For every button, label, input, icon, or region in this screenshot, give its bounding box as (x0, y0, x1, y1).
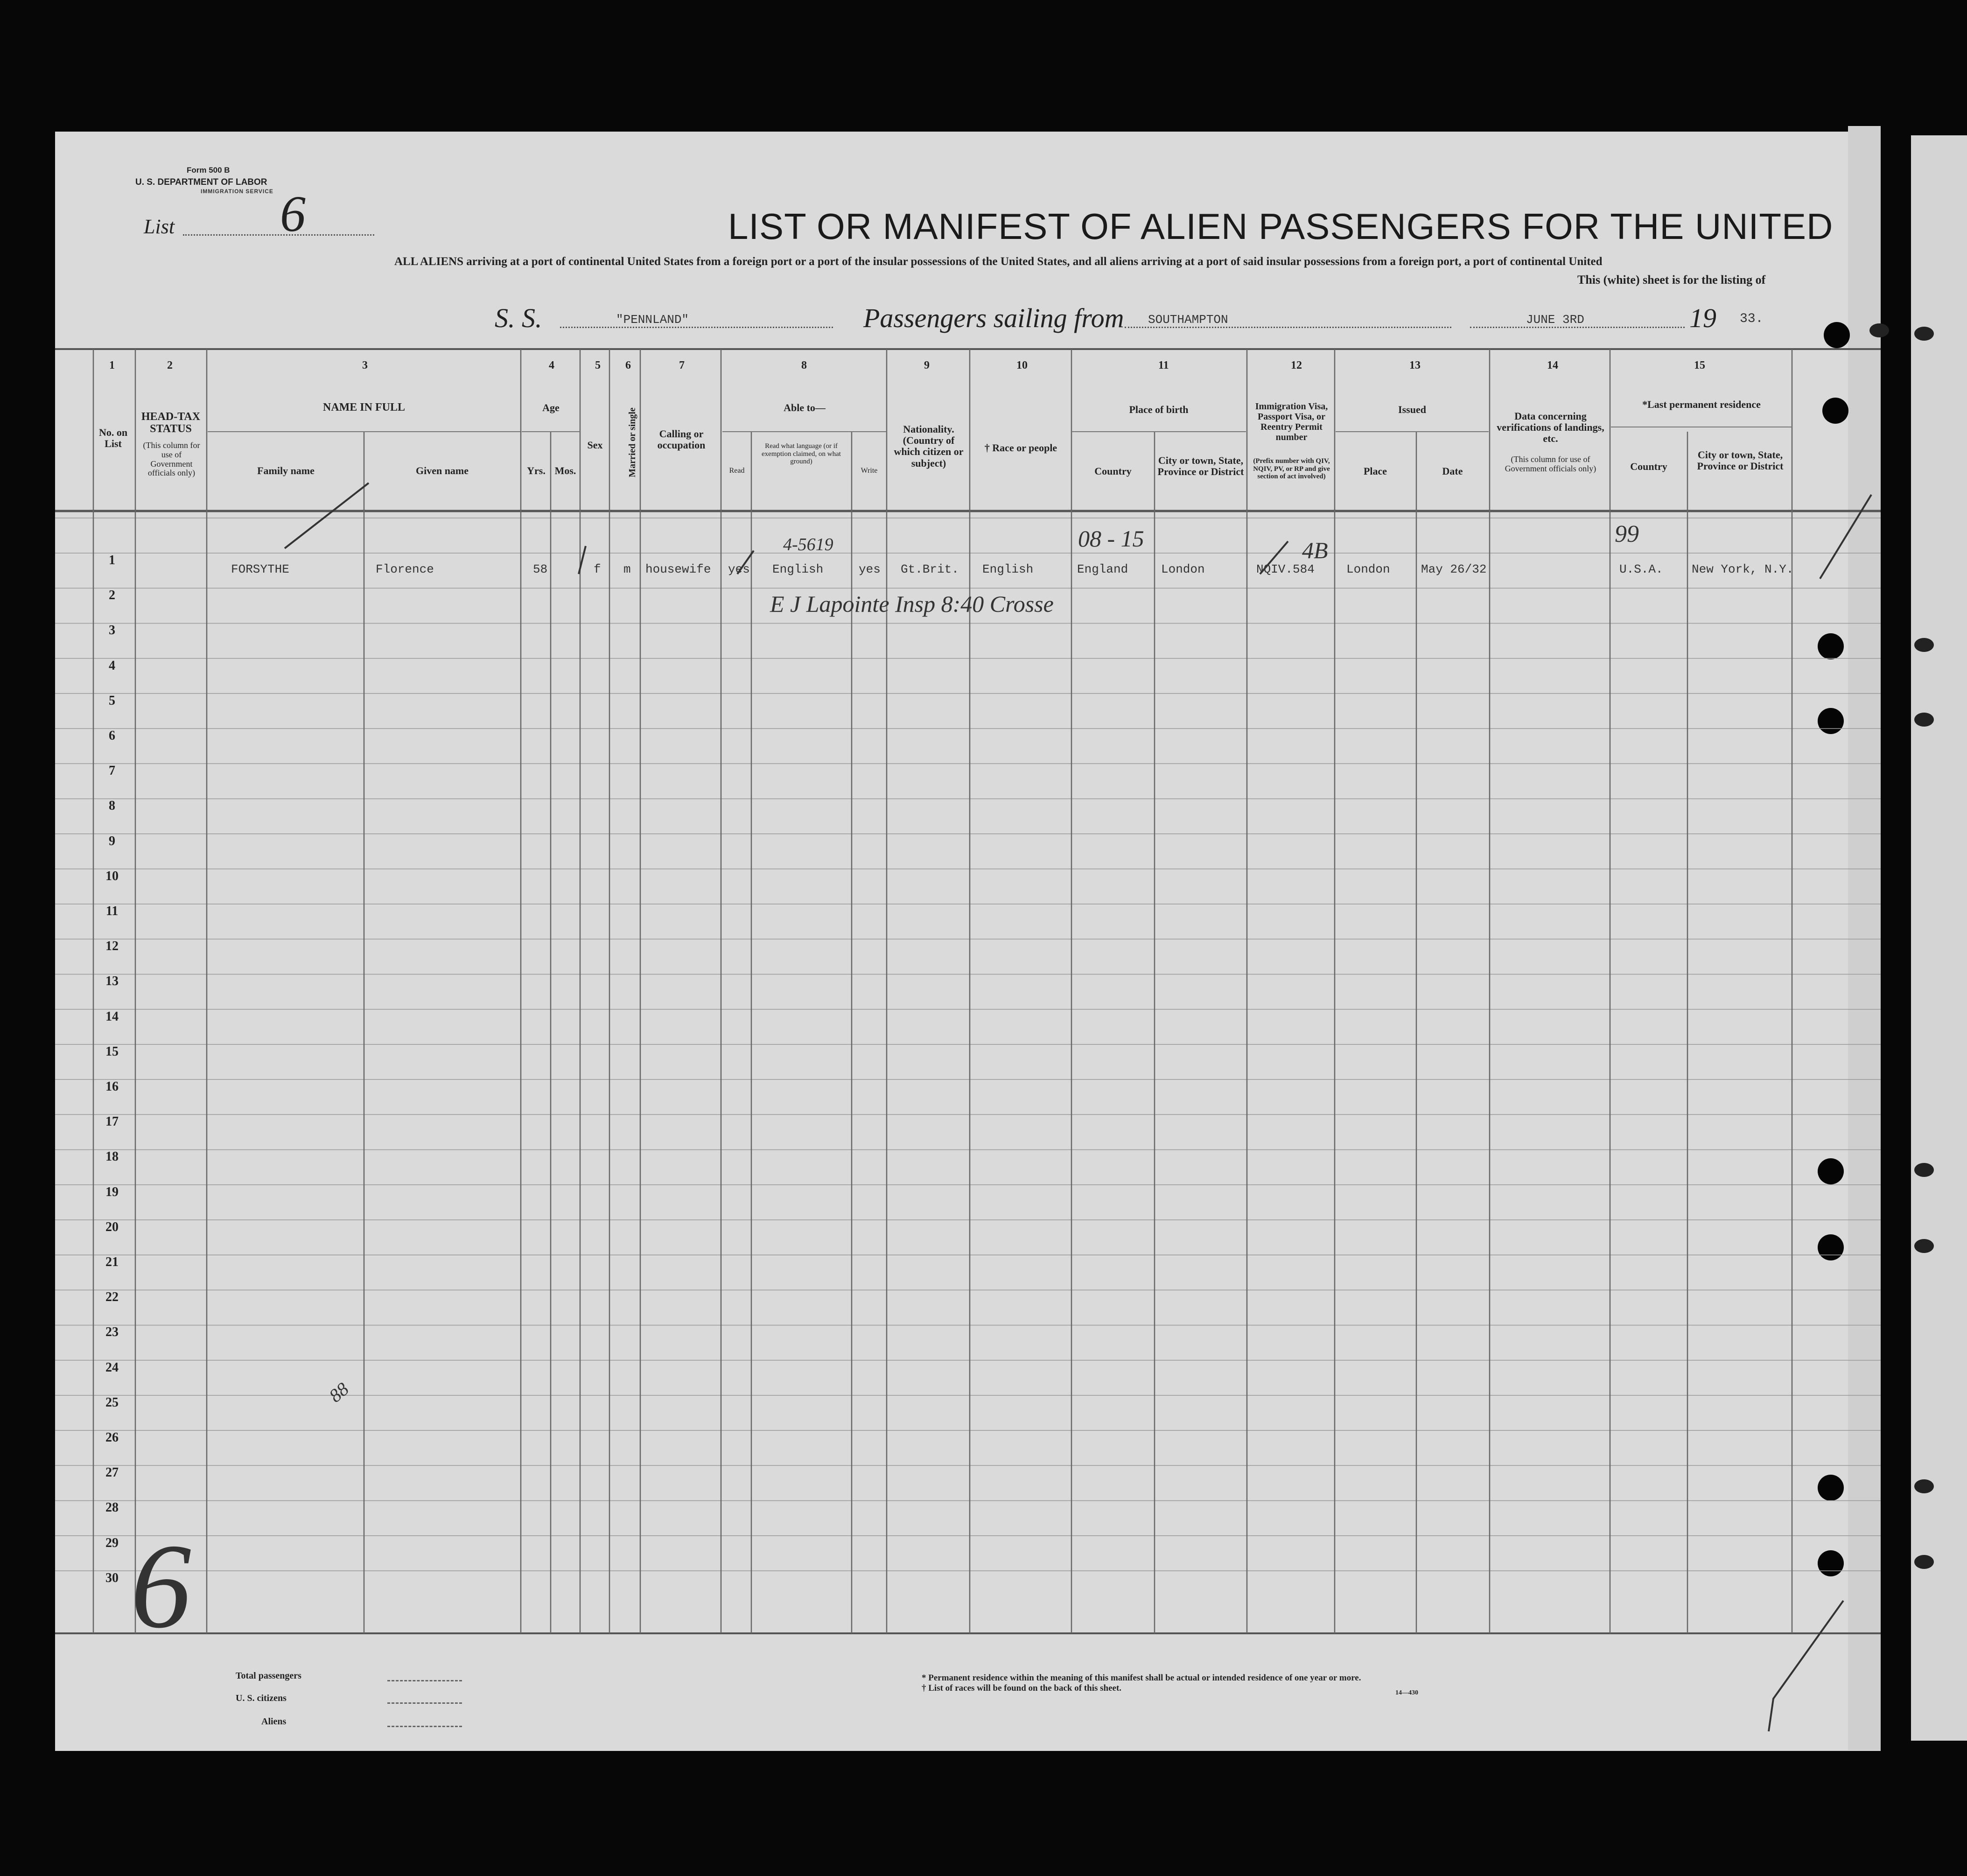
issued-place: London (1346, 562, 1390, 576)
row-number: 28 (105, 1500, 119, 1515)
sex: f (594, 562, 601, 576)
footnote-races: † List of races will be found on the back of this sheet. (922, 1683, 1122, 1693)
header-visa: Immigration Visa, Passport Visa, or Reentry Permit number (1255, 401, 1328, 442)
row-number: 12 (105, 939, 119, 954)
header-issued-place: Place (1363, 465, 1387, 477)
header-issued-date: Date (1442, 465, 1463, 477)
column-number: 6 (625, 359, 631, 371)
given-name: Florence (376, 562, 434, 576)
row-number: 18 (105, 1149, 119, 1164)
header-head-tax-note: (This column for use of Government officials only) (143, 441, 200, 478)
row-number: 10 (105, 868, 119, 883)
bottom-mark: 6 (131, 1519, 191, 1653)
row-number: 30 (105, 1570, 119, 1585)
header-nationality: Nationality. (Country of which citizen or subject) (894, 423, 964, 469)
married-status: m (623, 562, 631, 576)
language-code: 4-5619 (783, 535, 833, 554)
column-number: 14 (1547, 359, 1558, 371)
residence-country: U.S.A. (1619, 562, 1663, 576)
header-read: Read (729, 467, 745, 475)
row-number: 27 (105, 1465, 119, 1480)
birth-country: England (1077, 562, 1128, 576)
header-landing-data: Data concerning verifications of landings, etc. (1497, 410, 1604, 445)
header-family-name: Family name (257, 465, 315, 476)
column-number: 15 (1694, 359, 1705, 371)
header-birth-city: City or town, State, Province or District (1157, 455, 1244, 478)
year-prefix: 19 (1689, 303, 1716, 333)
header-last-residence: *Last permanent residence (1642, 399, 1761, 410)
row-number: 15 (105, 1044, 119, 1059)
us-citizens-line (387, 1702, 462, 1704)
row-25-mark: 88 (325, 1378, 353, 1407)
column-number: 4 (549, 359, 554, 371)
us-citizens-label: U. S. citizens (236, 1693, 287, 1703)
issued-date: May 26/32 (1421, 562, 1487, 576)
row-number: 23 (105, 1325, 119, 1340)
header-landing-note: (This column for use of Government officials only) (1505, 455, 1596, 473)
row-number: 26 (105, 1430, 119, 1445)
form-code: 14—430 (1395, 1689, 1418, 1696)
sailing-date: JUNE 3RD (1526, 313, 1584, 327)
residence-code: 99 (1615, 521, 1639, 547)
department-label: U. S. DEPARTMENT OF LABOR (135, 177, 267, 187)
header-married: Married or single (627, 407, 637, 477)
row-number: 1 (109, 553, 115, 567)
row-number: 7 (109, 763, 115, 778)
header-birth-country: Country (1094, 465, 1132, 477)
header-yrs: Yrs. (527, 465, 546, 476)
row-number: 11 (105, 904, 119, 918)
row-number: 17 (105, 1114, 119, 1129)
header-name-in-full: NAME IN FULL (322, 401, 405, 413)
row-number: 2 (109, 588, 115, 603)
header-visa-note: (Prefix number with QIV, NQIV, PV, or RP and give section of act involved) (1253, 457, 1330, 480)
birth-city: London (1161, 562, 1205, 576)
header-mos: Mos. (554, 465, 576, 476)
total-passengers-line (387, 1680, 462, 1681)
row-number: 25 (105, 1395, 119, 1410)
subtitle-line-2: This (white) sheet is for the listing of (1577, 273, 1766, 287)
row-number: 6 (109, 728, 115, 743)
page-title: LIST OR MANIFEST OF ALIEN PASSENGERS FOR THE UNITED (728, 206, 1834, 247)
header-calling: Calling or occupation (657, 428, 706, 451)
total-passengers-label: Total passengers (236, 1671, 301, 1681)
read: yes (728, 562, 750, 576)
column-number: 11 (1158, 359, 1169, 371)
race: English (982, 562, 1034, 576)
subtitle-line-1: ALL ALIENS arriving at a port of continental United States from a foreign port or a port of the insular possessions of the United States, and all aliens arriving at a port of said insular possessions from a foreign port, a port of continental United (394, 255, 1603, 268)
age-years: 58 (533, 562, 548, 576)
row-number: 5 (109, 693, 115, 708)
column-number: 13 (1409, 359, 1421, 371)
header-issued: Issued (1398, 404, 1426, 415)
header-place-of-birth: Place of birth (1129, 404, 1189, 415)
row-number: 21 (105, 1255, 119, 1269)
row-number: 14 (105, 1009, 119, 1024)
list-number: 6 (280, 185, 306, 242)
language: English (772, 562, 824, 576)
column-number: 12 (1291, 359, 1302, 371)
column-number: 1 (109, 359, 115, 371)
row-number: 29 (105, 1535, 119, 1550)
header-res-country: Country (1630, 461, 1667, 472)
header-able-to: Able to— (784, 402, 826, 413)
year-suffix: 33. (1740, 312, 1764, 326)
service-label: IMMIGRATION SERVICE (201, 188, 273, 195)
occupation: housewife (645, 562, 711, 576)
row-number: 20 (105, 1219, 119, 1234)
residence-city: New York, N.Y. (1692, 562, 1794, 576)
list-label: List (144, 215, 175, 238)
header-head-tax: HEAD-TAX STATUS (141, 411, 201, 435)
header-res-city: City or town, State, Province or District (1697, 449, 1784, 472)
row-number: 22 (105, 1290, 119, 1305)
footnote-residence: * Permanent residence within the meaning of this manifest shall be actual or intended residence of one year or more. (922, 1673, 1361, 1683)
aliens-line (387, 1726, 462, 1727)
header-no-on-list: No. on List (98, 427, 128, 450)
form-number: Form 500 B (187, 166, 230, 175)
column-number: 10 (1016, 359, 1028, 371)
sailing-label: Passengers sailing from (863, 303, 1124, 333)
row-number: 16 (105, 1079, 119, 1094)
write: yes (859, 562, 881, 576)
column-number: 7 (679, 359, 685, 371)
inspector-note: E J Lapointe Insp 8:40 Crosse (770, 591, 1054, 617)
column-number: 8 (801, 359, 807, 371)
column-number: 2 (167, 359, 173, 371)
row-number: 9 (109, 833, 115, 848)
row-number: 4 (109, 658, 115, 673)
column-number: 5 (595, 359, 601, 371)
column-number: 3 (362, 359, 368, 371)
header-write: Write (861, 467, 878, 475)
aliens-label: Aliens (261, 1716, 287, 1727)
row-number: 24 (105, 1360, 119, 1375)
row-number: 8 (109, 798, 115, 813)
family-name: FORSYTHE (231, 562, 289, 576)
row-number: 19 (105, 1184, 119, 1199)
ship-name: "PENNLAND" (616, 313, 689, 327)
visa-number: NQIV.584 (1256, 562, 1315, 576)
nationality: Gt.Brit. (901, 562, 959, 576)
birth-code: 08 - 15 (1078, 525, 1144, 552)
header-given-name: Given name (415, 465, 469, 476)
header-age: Age (542, 402, 560, 413)
header-read-language: Read what language (or if exemption claimed, on what ground) (762, 442, 841, 465)
ss-label: S. S. (495, 303, 542, 333)
row-number: 13 (105, 974, 119, 989)
header-race: † Race or people (984, 442, 1057, 454)
row-number: 3 (109, 623, 115, 638)
port-name: SOUTHAMPTON (1148, 313, 1228, 327)
column-number: 9 (924, 359, 930, 371)
header-sex: Sex (587, 439, 603, 451)
visa-code: 4B (1302, 537, 1328, 563)
